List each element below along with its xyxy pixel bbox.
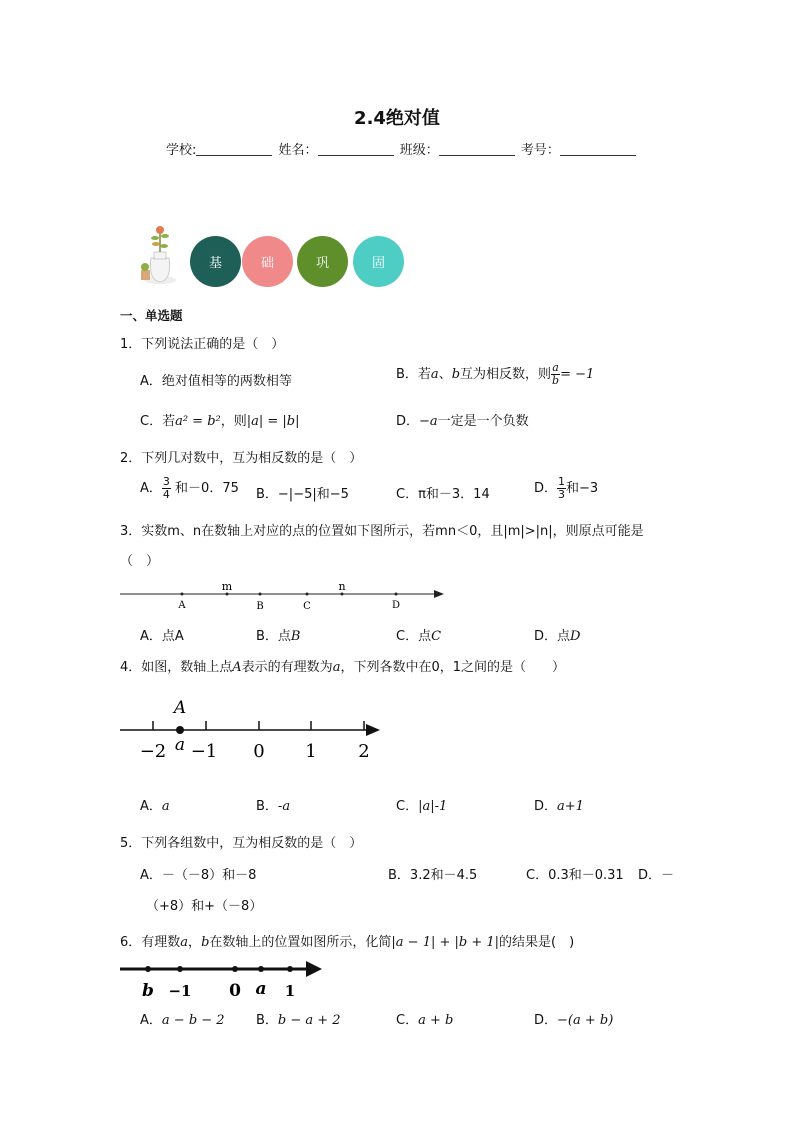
q6-label-0: 0 bbox=[229, 981, 241, 1000]
name-blank[interactable] bbox=[318, 142, 394, 156]
q6-label-1: 1 bbox=[284, 982, 296, 1000]
section-heading: 一、单选题 bbox=[120, 308, 183, 323]
q3-label-n: n bbox=[338, 580, 346, 593]
q1-stem: 1．下列说法正确的是（ ） bbox=[120, 337, 285, 352]
q1-b-fraction: $\frac{a}{b}$ bbox=[552, 361, 560, 387]
q6-label-a: a bbox=[255, 979, 267, 999]
q6-option-b[interactable]: B．b − a + 2 bbox=[256, 1013, 341, 1028]
name-label: 姓名： bbox=[278, 143, 318, 158]
q1-option-c[interactable]: C．若a² = b²，则|a| = |b| bbox=[140, 414, 300, 429]
q3-label-B: B bbox=[256, 601, 264, 612]
badge-chu: 础 bbox=[242, 236, 293, 287]
q3-option-a[interactable]: A．点A bbox=[140, 629, 184, 644]
q4-tick-1: 1 bbox=[305, 741, 317, 762]
q4-tick-neg1: −1 bbox=[190, 741, 218, 762]
q3-label-m: m bbox=[221, 580, 233, 593]
q3-option-b[interactable]: B．点B bbox=[256, 629, 301, 644]
q3-stem-line1: 3．实数m、n在数轴上对应的点的位置如下图所示，若mn＜0，且|m|>|n|，则原点可能是 bbox=[120, 524, 644, 539]
q2-option-c[interactable]: C．π和－3．14 bbox=[396, 487, 490, 502]
q4-tick-2: 2 bbox=[358, 741, 370, 762]
q6-label-b: b bbox=[142, 981, 154, 1000]
page-title: 2.4绝对值 bbox=[354, 108, 440, 129]
q1-option-b[interactable]: B．若a、b互为相反数，则 $\frac{a}{b}$ = −1 bbox=[396, 361, 595, 387]
q6-number-line bbox=[118, 958, 328, 1000]
q3-option-d[interactable]: D．点D bbox=[534, 629, 581, 644]
badge-gu: 固 bbox=[353, 236, 404, 287]
q3-option-c[interactable]: C．点C bbox=[396, 629, 442, 644]
plant-vase-icon bbox=[136, 222, 184, 288]
q4-option-b[interactable]: B．-a bbox=[256, 799, 291, 814]
school-label: 学校: bbox=[166, 143, 197, 158]
exam-number-label: 考号： bbox=[520, 143, 560, 158]
q6-option-d[interactable]: D．−(a + b) bbox=[534, 1013, 614, 1028]
badge-gong: 巩 bbox=[297, 236, 348, 287]
q4-tick-0: 0 bbox=[253, 741, 265, 762]
q4-option-d[interactable]: D．a+1 bbox=[534, 799, 584, 814]
student-info-header bbox=[166, 139, 638, 158]
q3-label-A: A bbox=[178, 600, 186, 611]
q4-point-label: A bbox=[173, 698, 187, 718]
exam-number-blank[interactable] bbox=[560, 142, 636, 156]
q5-option-d-cont: （+8）和+（－8） bbox=[146, 899, 263, 914]
q6-label-neg1: −1 bbox=[168, 982, 192, 1000]
q6-option-c[interactable]: C．a + b bbox=[396, 1013, 454, 1028]
q4-number-line bbox=[118, 693, 388, 765]
class-label: 班级： bbox=[399, 143, 439, 158]
q5-option-a[interactable]: A．－（－8）和－8 bbox=[140, 868, 257, 883]
q3-number-line bbox=[118, 576, 448, 616]
q2-d-fraction: $\frac{1}{3}$ bbox=[558, 475, 566, 501]
q4-option-c[interactable]: C．|a|-1 bbox=[396, 799, 448, 814]
q2-option-b[interactable]: B．−|−5|和−5 bbox=[256, 487, 349, 502]
q5-option-c[interactable]: C．0.3和－0.31 bbox=[526, 868, 624, 883]
q4-var-label: a bbox=[174, 735, 186, 755]
q1-option-a[interactable]: A．绝对值相等的两数相等 bbox=[140, 374, 292, 389]
q5-option-b[interactable]: B．3.2和－4.5 bbox=[388, 868, 478, 883]
q6-stem: 6．有理数a，b在数轴上的位置如图所示，化简|a − 1| + |b + 1|的结果是( ) bbox=[120, 935, 575, 950]
q5-stem: 5．下列各组数中，互为相反数的是（ ） bbox=[120, 836, 363, 851]
q5-option-d[interactable]: D．－ bbox=[638, 868, 675, 883]
q1-option-d[interactable]: D．−a一定是一个负数 bbox=[396, 414, 529, 429]
q3-stem-line2: （ ） bbox=[120, 554, 160, 569]
q3-label-C: C bbox=[303, 601, 311, 612]
q2-option-d[interactable]: D． $\frac{1}{3}$ 和−3 bbox=[534, 475, 599, 501]
q4-option-a[interactable]: A．a bbox=[140, 799, 170, 814]
q2-option-a[interactable]: A． $\frac{3}{4}$ 和－0．75 bbox=[140, 475, 239, 501]
q4-tick-neg2: −2 bbox=[139, 741, 167, 762]
school-blank[interactable] bbox=[196, 142, 272, 156]
q2-a-fraction: $\frac{3}{4}$ bbox=[162, 475, 170, 501]
q2-stem: 2．下列几对数中，互为相反数的是（ ） bbox=[120, 451, 363, 466]
q3-label-D: D bbox=[391, 600, 401, 611]
q6-option-a[interactable]: A．a − b − 2 bbox=[140, 1013, 225, 1028]
badge-ji: 基 bbox=[190, 236, 241, 287]
q4-stem: 4．如图，数轴上点A表示的有理数为a，下列各数中在0，1之间的是（ ） bbox=[120, 660, 565, 675]
class-blank[interactable] bbox=[439, 142, 515, 156]
